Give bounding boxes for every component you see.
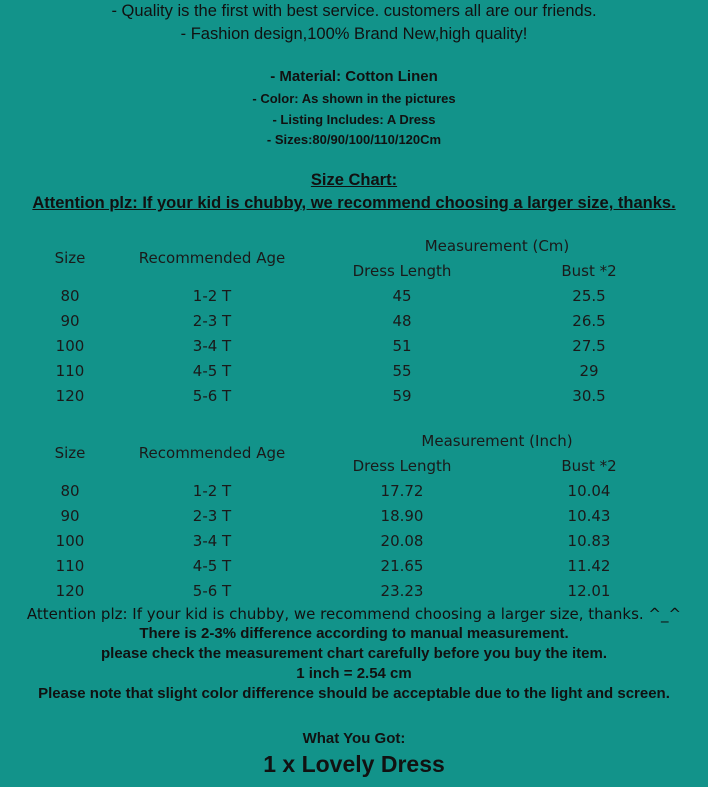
table-cell-age: 1-2 T: [192, 287, 232, 305]
table-cell-length: 21.65: [380, 557, 424, 575]
col-header-measurement: Measurement (Inch): [421, 432, 573, 450]
table-cell-bust: 27.5: [572, 337, 606, 355]
spec-color: - Color: As shown in the pictures: [252, 91, 456, 106]
table-cell-bust: 12.01: [567, 582, 611, 600]
table-cell-bust: 11.42: [567, 557, 611, 575]
col-header-bust: Bust *2: [561, 262, 617, 280]
col-header-bust: Bust *2: [561, 457, 617, 475]
table-cell-size: 90: [60, 312, 80, 330]
table-cell-size: 100: [55, 532, 85, 550]
table-cell-size: 100: [55, 337, 85, 355]
item-included: 1 x Lovely Dress: [263, 751, 445, 777]
table-cell-age: 3-4 T: [192, 337, 232, 355]
table-cell-size: 110: [55, 557, 85, 575]
table-cell-bust: 10.04: [567, 482, 611, 500]
table-cell-size: 80: [60, 287, 80, 305]
size-chart-attention: Attention plz: If your kid is chubby, we recommend choosing a larger size, thanks.: [32, 194, 676, 212]
col-header-measurement: Measurement (Cm): [424, 237, 570, 255]
spec-sizes: - Sizes:80/90/100/110/120Cm: [266, 132, 442, 147]
table-cell-age: 2-3 T: [192, 312, 232, 330]
size-chart-title: Size Chart:: [310, 171, 398, 189]
table-cell-size: 80: [60, 482, 80, 500]
table-cell-bust: 25.5: [572, 287, 606, 305]
table-cell-size: 120: [55, 387, 85, 405]
col-header-length: Dress Length: [352, 457, 452, 475]
col-header-age: Recommended Age: [138, 249, 286, 267]
spec-listing: - Listing Includes: A Dress: [272, 112, 436, 127]
table-cell-length: 55: [392, 362, 412, 380]
table-cell-age: 4-5 T: [192, 557, 232, 575]
table-cell-age: 5-6 T: [192, 582, 232, 600]
table-cell-age: 5-6 T: [192, 387, 232, 405]
table-cell-length: 59: [392, 387, 412, 405]
table-cell-length: 45: [392, 287, 412, 305]
col-header-size: Size: [54, 249, 86, 267]
what-you-got-label: What You Got:: [302, 730, 406, 747]
table-cell-bust: 10.83: [567, 532, 611, 550]
table-cell-age: 1-2 T: [192, 482, 232, 500]
table-cell-size: 90: [60, 507, 80, 525]
col-header-size: Size: [54, 444, 86, 462]
spec-material: - Material: Cotton Linen: [270, 68, 438, 85]
table-cell-length: 18.90: [380, 507, 424, 525]
table-cell-age: 2-3 T: [192, 507, 232, 525]
note-difference: There is 2-3% difference according to manual measurement.: [139, 625, 569, 642]
table-cell-age: 3-4 T: [192, 532, 232, 550]
table-cell-length: 17.72: [380, 482, 424, 500]
table-cell-length: 20.08: [380, 532, 424, 550]
table-cell-bust: 26.5: [572, 312, 606, 330]
table-cell-size: 110: [55, 362, 85, 380]
intro-line-fashion: - Fashion design,100% Brand New,high quality!: [180, 25, 528, 43]
table-cell-bust: 29: [579, 362, 599, 380]
table-cell-length: 51: [392, 337, 412, 355]
table-cell-length: 23.23: [380, 582, 424, 600]
table-cell-bust: 10.43: [567, 507, 611, 525]
note-inch-conversion: 1 inch = 2.54 cm: [296, 665, 412, 682]
table-cell-bust: 30.5: [572, 387, 606, 405]
col-header-age: Recommended Age: [138, 444, 286, 462]
table-cell-age: 4-5 T: [192, 362, 232, 380]
table-cell-size: 120: [55, 582, 85, 600]
table-cell-length: 48: [392, 312, 412, 330]
intro-line-quality: - Quality is the first with best service. customers all are our friends.: [111, 2, 597, 20]
col-header-length: Dress Length: [352, 262, 452, 280]
note-color-difference: Please note that slight color difference should be acceptable due to the light and screen.: [38, 685, 670, 702]
note-check: please check the measurement chart carefully before you buy the item.: [100, 645, 607, 662]
note-attention: Attention plz: If your kid is chubby, we recommend choosing a larger size, thanks. ^_^: [26, 605, 682, 623]
